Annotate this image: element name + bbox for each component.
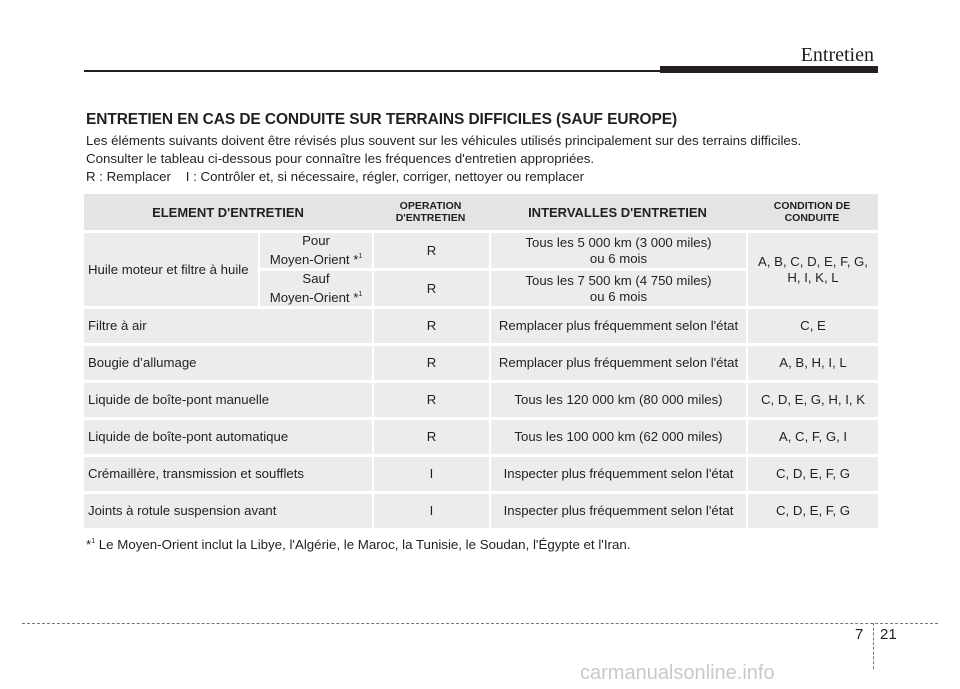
region-line: Moyen-Orient * <box>269 290 359 305</box>
header-rule <box>84 70 660 72</box>
cell-operation: R <box>372 420 489 454</box>
footer-dashed-rule <box>22 623 938 624</box>
header-operation-line: OPERATION <box>399 200 462 212</box>
maintenance-table <box>84 191 878 531</box>
header-operation-line: D'ENTRETIEN <box>395 212 466 224</box>
cell-element: Bougie d’allumage <box>84 346 372 380</box>
table-row <box>84 420 878 454</box>
watermark: carmanualsonline.info <box>580 662 775 684</box>
cell-interval <box>489 233 746 268</box>
cell-element: Liquide de boîte-pont manuelle <box>84 383 372 417</box>
table-row <box>84 233 878 268</box>
cell-interval: Tous les 120 000 km (80 000 miles) <box>489 383 746 417</box>
cell-condition: C, E <box>746 309 878 343</box>
header-condition-line: CONDITION DE <box>773 200 851 212</box>
table-header-row <box>84 194 878 230</box>
cell-condition: A, B, H, I, L <box>746 346 878 380</box>
intro-line: Les éléments suivants doivent être révisés plus souvent sur les véhicules utilisés principalement sur des terrains difficiles. <box>86 133 802 148</box>
region-line: Pour <box>302 233 330 248</box>
region-line: Moyen-Orient * <box>269 252 359 267</box>
cell-region <box>258 233 372 268</box>
page-number: 21 <box>880 626 897 643</box>
intro-line: Consulter le tableau ci-dessous pour connaître les fréquences d'entretien appropriées. <box>86 151 595 166</box>
footer-dashed-divider <box>873 623 874 669</box>
footnote-marker: 1 <box>358 291 363 298</box>
chapter-number: 7 <box>855 626 864 643</box>
cell-operation: I <box>372 494 489 528</box>
cell-condition <box>746 233 878 306</box>
interval-line: ou 6 mois <box>589 250 648 266</box>
cell-operation: R <box>372 271 489 306</box>
cell-interval <box>489 271 746 306</box>
cell-element: Liquide de boîte-pont automatique <box>84 420 372 454</box>
cell-element: Huile moteur et filtre à huile <box>84 233 258 306</box>
interval-line: Tous les 5 000 km (3 000 miles) <box>525 234 712 250</box>
cell-operation: R <box>372 233 489 268</box>
footnote-marker: 1 <box>358 253 363 260</box>
table-row <box>84 494 878 528</box>
cell-interval: Tous les 100 000 km (62 000 miles) <box>489 420 746 454</box>
cell-condition: C, D, E, F, G <box>746 457 878 491</box>
cell-interval: Remplacer plus fréquemment selon l'état <box>489 309 746 343</box>
header-rule-thick <box>660 66 878 73</box>
cell-interval: Inspecter plus fréquemment selon l'état <box>489 457 746 491</box>
cell-condition: C, D, E, F, G <box>746 494 878 528</box>
intro-text <box>86 132 801 186</box>
condition-line: H, I, K, L <box>787 269 839 285</box>
section-heading: ENTRETIEN EN CAS DE CONDUITE SUR TERRAINS DIFFICILES (SAUF EUROPE) <box>86 111 678 128</box>
footnote-asterisk: * <box>86 537 92 552</box>
condition-line: A, B, C, D, E, F, G, <box>758 253 868 269</box>
header-operation <box>372 194 489 230</box>
cell-operation: I <box>372 457 489 491</box>
cell-operation: R <box>372 309 489 343</box>
interval-line: ou 6 mois <box>589 288 648 304</box>
cell-element: Filtre à air <box>84 309 372 343</box>
cell-interval: Inspecter plus fréquemment selon l'état <box>489 494 746 528</box>
region-line: Sauf <box>302 271 330 286</box>
cell-element: Joints à rotule suspension avant <box>84 494 372 528</box>
cell-condition: C, D, E, G, H, I, K <box>746 383 878 417</box>
table-row <box>84 346 878 380</box>
interval-line: Tous les 7 500 km (4 750 miles) <box>525 272 712 288</box>
table-row <box>84 457 878 491</box>
table-row <box>84 383 878 417</box>
header-element: ELEMENT D'ENTRETIEN <box>84 194 372 230</box>
table-row <box>84 309 878 343</box>
header-intervals: INTERVALLES D'ENTRETIEN <box>489 194 746 230</box>
intro-line: R : Remplacer I : Contrôler et, si nécessaire, régler, corriger, nettoyer ou remplacer <box>86 169 585 184</box>
cell-element: Crémaillère, transmission et soufflets <box>84 457 372 491</box>
footnote-number: 1 <box>91 538 96 545</box>
footnote-text: Le Moyen-Orient inclut la Libye, l'Algérie, le Maroc, la Tunisie, le Soudan, l'Égypte et l'Iran. <box>95 537 631 552</box>
footnote <box>86 537 630 552</box>
chapter-header-title: Entretien <box>800 44 874 66</box>
cell-operation: R <box>372 383 489 417</box>
cell-region <box>258 271 372 306</box>
cell-operation: R <box>372 346 489 380</box>
header-condition <box>746 194 878 230</box>
cell-condition: A, C, F, G, I <box>746 420 878 454</box>
header-condition-line: CONDUITE <box>784 212 840 224</box>
cell-interval: Remplacer plus fréquemment selon l'état <box>489 346 746 380</box>
